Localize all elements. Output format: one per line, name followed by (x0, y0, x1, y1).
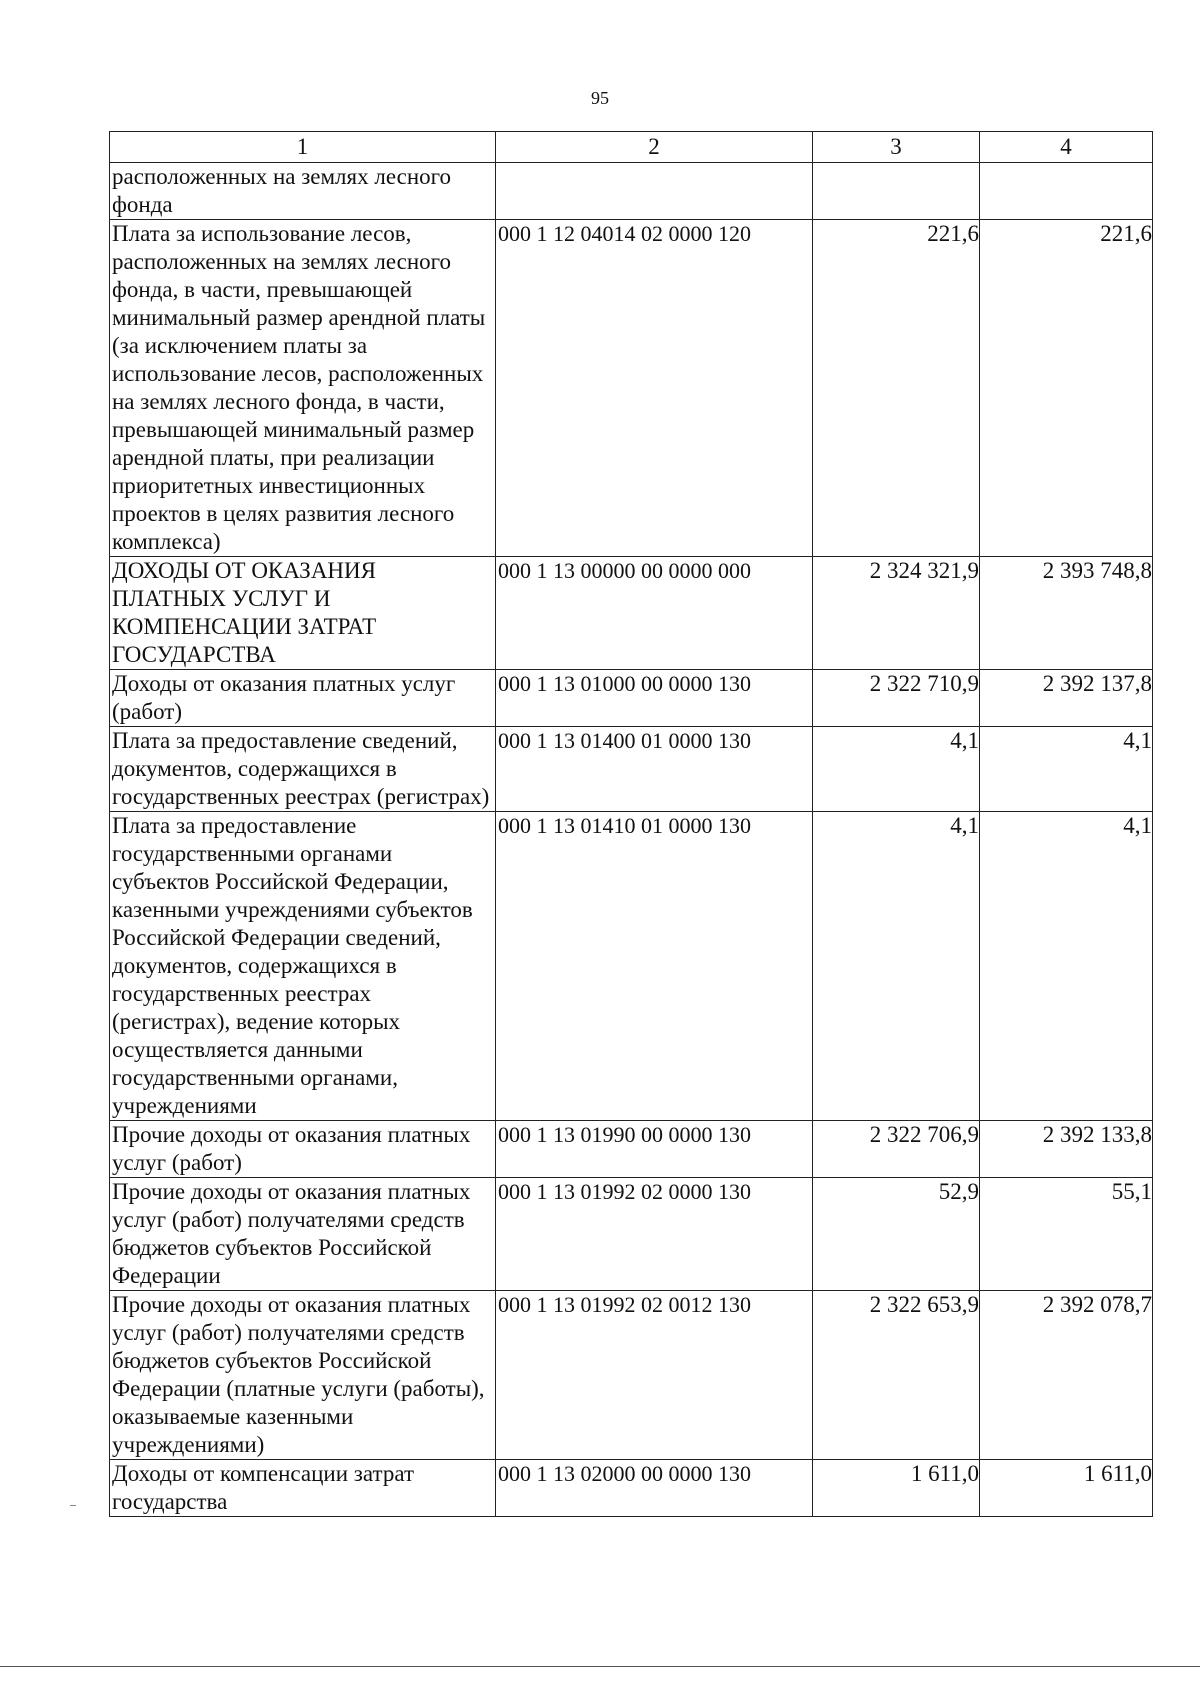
page-footer-rule (0, 1666, 1200, 1667)
row-value-4 (980, 163, 1153, 220)
row-value-4: 4,1 (980, 727, 1153, 812)
row-name: Прочие доходы от оказания платных услуг (работ) (110, 1121, 496, 1178)
row-code (496, 163, 813, 220)
row-code: 000 1 13 01400 01 0000 130 (496, 727, 813, 812)
row-name: Плата за использование лесов, расположенных на землях лесного фонда, в части, превышающей минимальный размер арендной платы (за исключением платы за использование лесов, расположенных на землях лесного фонда, в части, превышающей минимальный размер арендной платы, при реализации приоритетных инвестиционных проектов в целях развития лесного комплекса) (110, 220, 496, 557)
row-code: 000 1 13 01992 02 0000 130 (496, 1178, 813, 1291)
row-name: Плата за предоставление государственными органами субъектов Российской Федерации, казенными учреждениями субъектов Российской Федерации сведений, документов, содержащихся в государственных реестрах (регистрах), ведение которых осуществляется данными государственными органами, учреждениями (110, 812, 496, 1121)
header-col-2: 2 (496, 132, 813, 163)
table-header-row (110, 132, 1153, 163)
scan-mark (70, 1505, 76, 1506)
header-col-4: 4 (980, 132, 1153, 163)
row-value-4: 4,1 (980, 812, 1153, 1121)
row-name: Доходы от оказания платных услуг (работ) (110, 670, 496, 727)
table-row (110, 670, 1153, 727)
row-value-3: 4,1 (813, 812, 980, 1121)
row-name: расположенных на землях лесного фонда (110, 163, 496, 220)
row-value-4: 2 392 133,8 (980, 1121, 1153, 1178)
table-row (110, 1291, 1153, 1460)
row-code: 000 1 13 01992 02 0012 130 (496, 1291, 813, 1460)
row-name: Прочие доходы от оказания платных услуг (работ) получателями средств бюджетов субъектов Российской Федерации (платные услуги (работы), оказываемые казенными учреждениями) (110, 1291, 496, 1460)
row-name: Плата за предоставление сведений, документов, содержащихся в государственных реестрах (регистрах) (110, 727, 496, 812)
row-name: Доходы от компенсации затрат государства (110, 1460, 496, 1517)
table-row (110, 727, 1153, 812)
row-value-3: 2 322 653,9 (813, 1291, 980, 1460)
row-value-4: 2 392 137,8 (980, 670, 1153, 727)
row-code: 000 1 13 02000 00 0000 130 (496, 1460, 813, 1517)
row-value-3: 2 322 710,9 (813, 670, 980, 727)
row-code: 000 1 13 01000 00 0000 130 (496, 670, 813, 727)
table-row (110, 220, 1153, 557)
header-col-1: 1 (110, 132, 496, 163)
row-value-4: 221,6 (980, 220, 1153, 557)
table-row (110, 812, 1153, 1121)
row-code: 000 1 12 04014 02 0000 120 (496, 220, 813, 557)
row-value-4: 1 611,0 (980, 1460, 1153, 1517)
row-value-3: 4,1 (813, 727, 980, 812)
table-row (110, 557, 1153, 670)
revenue-table (109, 131, 1153, 1517)
table-row (110, 1178, 1153, 1291)
table-row (110, 1460, 1153, 1517)
row-value-4: 55,1 (980, 1178, 1153, 1291)
row-value-3: 221,6 (813, 220, 980, 557)
row-code: 000 1 13 01990 00 0000 130 (496, 1121, 813, 1178)
row-value-3: 2 324 321,9 (813, 557, 980, 670)
row-name: ДОХОДЫ ОТ ОКАЗАНИЯ ПЛАТНЫХ УСЛУГ И КОМПЕНСАЦИИ ЗАТРАТ ГОСУДАРСТВА (110, 557, 496, 670)
header-col-3: 3 (813, 132, 980, 163)
row-code: 000 1 13 00000 00 0000 000 (496, 557, 813, 670)
table-row (110, 1121, 1153, 1178)
row-value-3: 2 322 706,9 (813, 1121, 980, 1178)
row-value-4: 2 392 078,7 (980, 1291, 1153, 1460)
page-number: 95 (591, 88, 609, 108)
row-value-4: 2 393 748,8 (980, 557, 1153, 670)
row-value-3 (813, 163, 980, 220)
row-value-3: 52,9 (813, 1178, 980, 1291)
table-row (110, 163, 1153, 220)
row-name: Прочие доходы от оказания платных услуг (работ) получателями средств бюджетов субъектов Российской Федерации (110, 1178, 496, 1291)
row-code: 000 1 13 01410 01 0000 130 (496, 812, 813, 1121)
row-value-3: 1 611,0 (813, 1460, 980, 1517)
